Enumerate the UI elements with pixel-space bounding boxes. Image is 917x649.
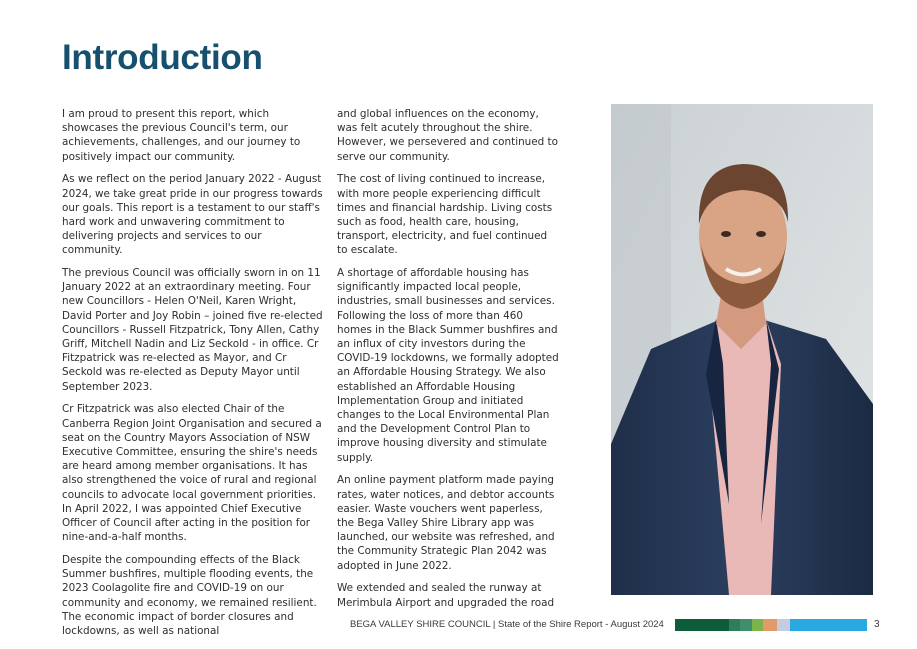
page-number: 3 xyxy=(874,619,880,630)
paragraph: Cr Fitzpatrick was also elected Chair of the Canberra Region Joint Organisation and secured a seat on the Country Mayors Association of NSW Executive Committee, ensuring the shire's needs are heard among member organisations. It has also strengthened the voice of rural and regional councils to advocate local government priorities. In April 2022, I was appointed Chief Executive Officer of Council after acting in the position for nine-and-a-half months. xyxy=(62,403,322,544)
color-bar-segment xyxy=(752,619,764,631)
paragraph: As we reflect on the period January 2022 - August 2024, we take great pride in our progress towards our goals. This report is a testament to our staff's hard work and unwavering commitment to delivering projects and services to our community. xyxy=(62,173,323,257)
paragraph: A shortage of affordable housing has significantly impacted local people, industries, small businesses and services. Following the loss of more than 460 homes in the Black Summer bushfires and an influx of city investors during the COVID-19 lockdowns, we formally adopted an Affordable Housing Strategy. We also established an Affordable Housing Implementation Group and initiated changes to the Local Environmental Plan and the Development Control Plan to improve housing diversity and stimulate supply. xyxy=(337,267,559,464)
color-bar-segment xyxy=(790,619,867,631)
color-bar-segment xyxy=(729,619,741,631)
footer-report-title: BEGA VALLEY SHIRE COUNCIL | State of the Shire Report - August 2024 xyxy=(350,619,664,630)
page-title: Introduction xyxy=(62,38,263,77)
body-column-left xyxy=(62,107,325,647)
portrait-illustration xyxy=(611,104,873,595)
paragraph: The cost of living continued to increase, with more people experiencing difficult times and financial hardship. Living costs such as food, health care, housing, transport, electricity, and fuel continued to escalate. xyxy=(337,173,553,257)
paragraph: The previous Council was officially sworn in on 11 January 2022 at an extraordinary meeting. Four new Councillors - Helen O'Neil, Karen Wright, David Porter and Joy Robin – joined five re-elected Councillors - Russell Fitzpatrick, Tony Allen, Cathy Griff, Mitchell Nadin and Liz Seckold - in office. Cr Fitzpatrick was re-elected as Mayor, and Cr Seckold was re-elected as Deputy Mayor until September 2023. xyxy=(62,267,323,393)
color-bar-segment xyxy=(675,619,729,631)
paragraph: and global influences on the economy, was felt acutely throughout the shire. However, we persevered and continued to serve our community. xyxy=(337,108,558,163)
body-column-middle xyxy=(337,107,559,618)
paragraph: Despite the compounding effects of the Black Summer bushfires, multiple flooding events, the 2023 Coolagolite fire and COVID-19 on our community and economy, we remained resilient. The economic impact of border closures and lockdowns, as well as national xyxy=(62,553,317,637)
footer-color-bar xyxy=(675,619,867,631)
ceo-portrait-photo xyxy=(611,104,873,595)
color-bar-segment xyxy=(740,619,752,631)
color-bar-segment xyxy=(763,619,776,631)
color-bar-segment xyxy=(777,619,790,631)
paragraph: We extended and sealed the runway at Merimbula Airport and upgraded the road xyxy=(337,582,555,609)
paragraph: I am proud to present this report, which showcases the previous Council's term, our achievements, challenges, and our journey to positively impact our community. xyxy=(62,108,301,163)
paragraph: An online payment platform made paying rates, water notices, and debtor accounts easier. Waste vouchers went paperless, the Bega Valley Shire Library app was launched, our website was refreshed, and the Community Strategic Plan 2042 was adopted in June 2022. xyxy=(337,474,555,572)
